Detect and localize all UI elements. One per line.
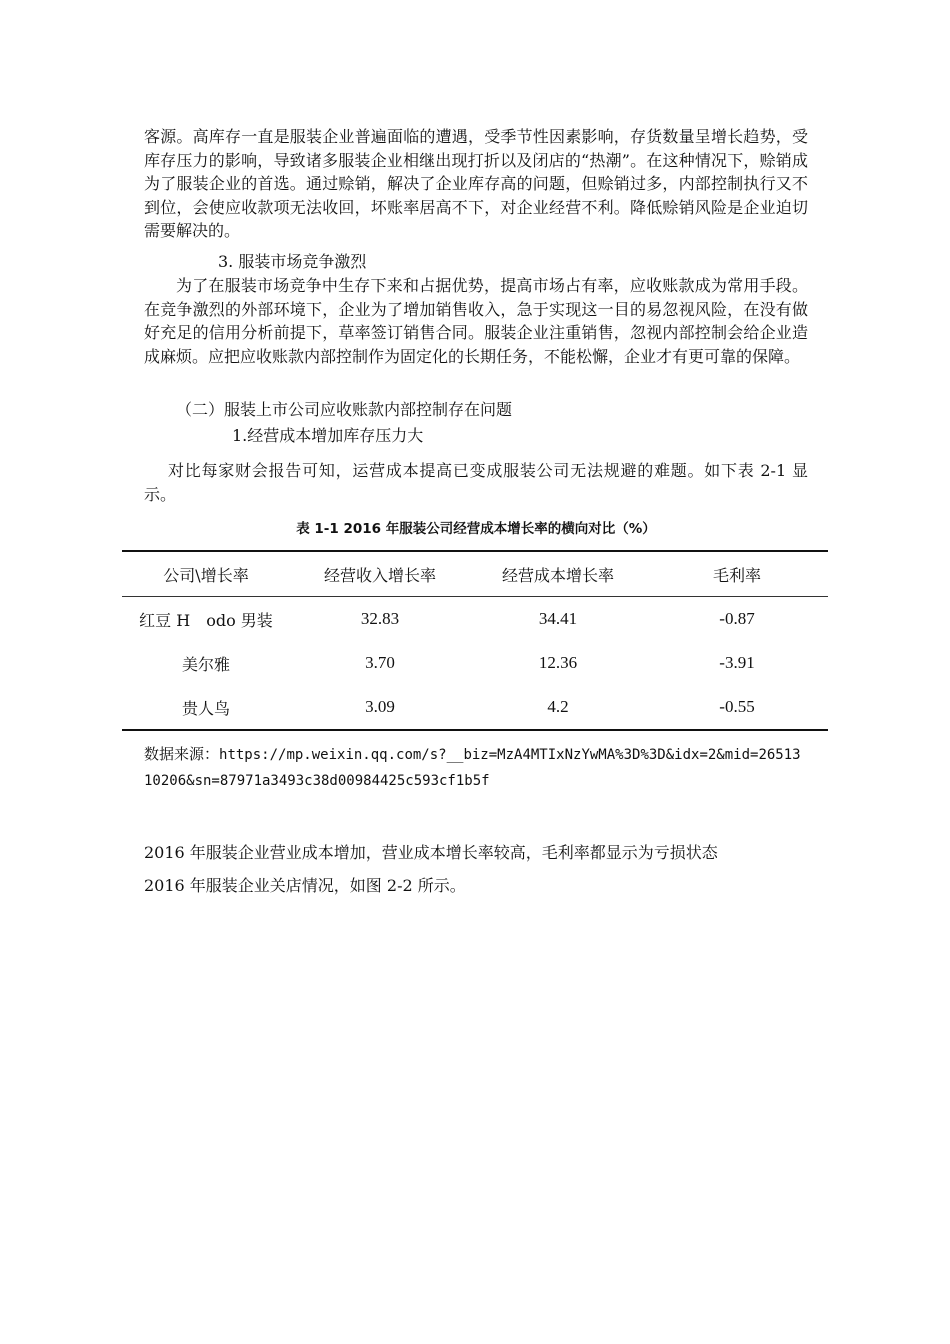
data-source-note <box>144 742 808 794</box>
cell-company: 红豆 H odo 男装 <box>139 610 273 630</box>
cell-gross-margin: -0.87 <box>719 609 755 628</box>
table-row <box>122 685 828 730</box>
cell-cost-growth: 12.36 <box>538 653 578 672</box>
cell-revenue-growth: 3.70 <box>365 653 395 672</box>
cell-company: 美尔雅 <box>181 654 230 674</box>
paragraph-cost-comparison: 对比每家财会报告可知，运营成本提高已变成服装公司无法规避的难题。如下表 2-1 显示。 <box>144 461 808 504</box>
table-row <box>122 641 828 685</box>
header-gross-margin: 毛利率 <box>646 551 828 597</box>
paragraph-summary <box>144 836 808 902</box>
section-heading-market-competition: 3. 服装市场竞争激烈 <box>218 252 367 271</box>
header-company: 公司\增长率 <box>122 551 290 597</box>
header-revenue-growth: 经营收入增长率 <box>290 551 470 597</box>
cell-gross-margin: -3.91 <box>719 653 755 672</box>
section-heading-control-problems: （二）服装上市公司应收账款内部控制存在问题 <box>176 400 513 419</box>
summary-line-cost: 2016 年服装企业营业成本增加，营业成本增长率较高，毛利率都显示为亏损状态 <box>144 843 718 862</box>
data-source-label: 数据来源： <box>144 745 220 763</box>
cell-gross-margin: -0.55 <box>646 685 828 730</box>
table-row <box>122 597 828 642</box>
data-source-url[interactable]: https://mp.weixin.qq.com/s?__biz=MzA4MTIxNzYwMA%3D%3D&idx=2&mid=2651310206&sn=87971a3493c38d00984425c593cf1b5f <box>144 747 801 789</box>
cell-cost-growth: 4.2 <box>470 685 646 730</box>
cost-growth-table <box>122 550 828 731</box>
table-caption: 表 1-1 2016 年服装公司经营成本增长率的横向对比（%） <box>296 521 656 537</box>
cell-revenue-growth: 3.09 <box>290 685 470 730</box>
paragraph-market-competition: 为了在服装市场竞争中生存下来和占据优势，提高市场占有率，应收账款成为常用手段。在竞争激烈的外部环境下，企业为了增加销售收入，急于实现这一目的易忽视风险，在没有做好充足的信用分析前提下，草率签订销售合同。服装企业注重销售，忽视内部控制会给企业造成麻烦。应把应收账款内部控制作为固定化的长期任务，不能松懈，企业才有更可靠的保障。 <box>144 276 808 366</box>
cell-revenue-growth: 32.83 <box>360 609 400 628</box>
table-header-row <box>122 551 828 597</box>
paragraph-inventory-pressure: 客源。高库存一直是服装企业普遍面临的遭遇，受季节性因素影响，存货数量呈增长趋势，受库存压力的影响，导致诸多服装企业相继出现打折以及闭店的“热潮”。在这种情况下，赊销成为了服装企业的首选。通过赊销，解决了企业库存高的问题，但赊销过多，内部控制执行又不到位，会使应收款项无法收回，坏账率居高不下，对企业经营不利。降低赊销风险是企业迫切需要解决的。 <box>144 127 808 240</box>
cell-cost-growth: 34.41 <box>538 609 578 628</box>
header-cost-growth: 经营成本增长率 <box>470 551 646 597</box>
summary-line-store-closures: 2016 年服装企业关店情况，如图 2-2 所示。 <box>144 876 466 895</box>
subsection-heading-cost-increase: 1.经营成本增加库存压力大 <box>232 426 424 445</box>
cell-company: 贵人鸟 <box>122 685 290 730</box>
